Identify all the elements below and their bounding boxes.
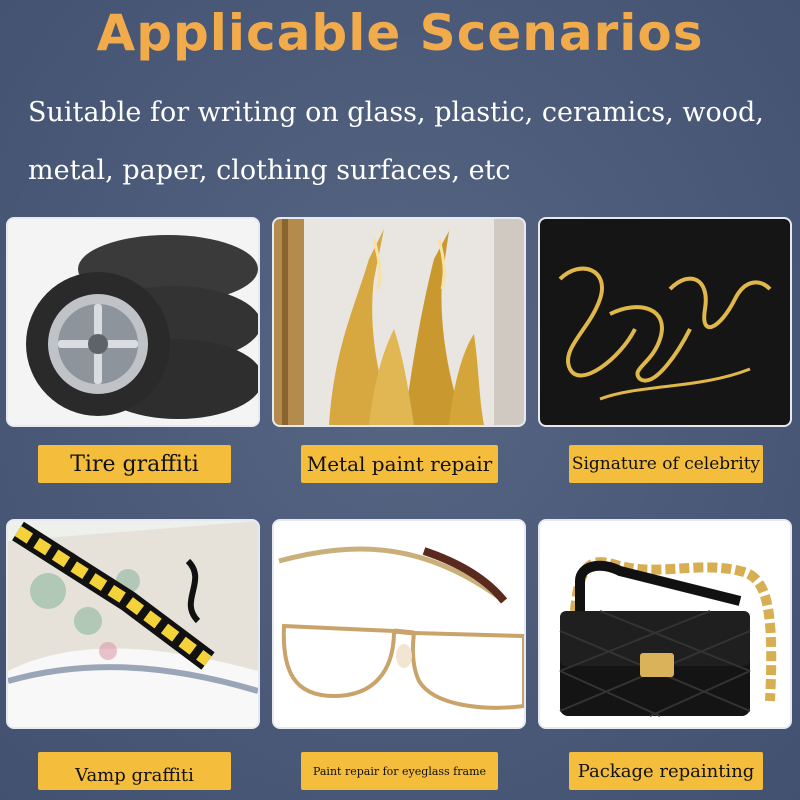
scenario-label-package: Package repainting <box>569 752 763 790</box>
signature-image <box>540 219 790 425</box>
metal-statue-photo <box>272 217 526 427</box>
eyeglasses-photo <box>272 519 526 729</box>
metal-statue-image <box>274 219 524 425</box>
scenario-label-eyeglass: Paint repair for eyeglass frame <box>301 752 498 790</box>
eyeglasses-image <box>274 521 524 727</box>
page-title: Applicable Scenarios <box>96 4 704 62</box>
tire-image <box>8 219 258 425</box>
handbag-image <box>540 521 790 727</box>
scenario-label-vamp: Vamp graffiti <box>38 752 231 790</box>
tire-photo <box>6 217 260 427</box>
sneaker-image <box>8 521 258 727</box>
scenario-label-metal: Metal paint repair <box>301 445 498 483</box>
page-subtitle: Suitable for writing on glass, plastic, ceramics, wood, metal, paper, clothing surfaces, etc <box>28 97 764 186</box>
scenario-label-signature: Signature of celebrity <box>569 445 763 483</box>
scenario-label-tire: Tire graffiti <box>38 445 231 483</box>
handbag-photo <box>538 519 792 729</box>
sneaker-photo <box>6 519 260 729</box>
signature-photo <box>538 217 792 427</box>
